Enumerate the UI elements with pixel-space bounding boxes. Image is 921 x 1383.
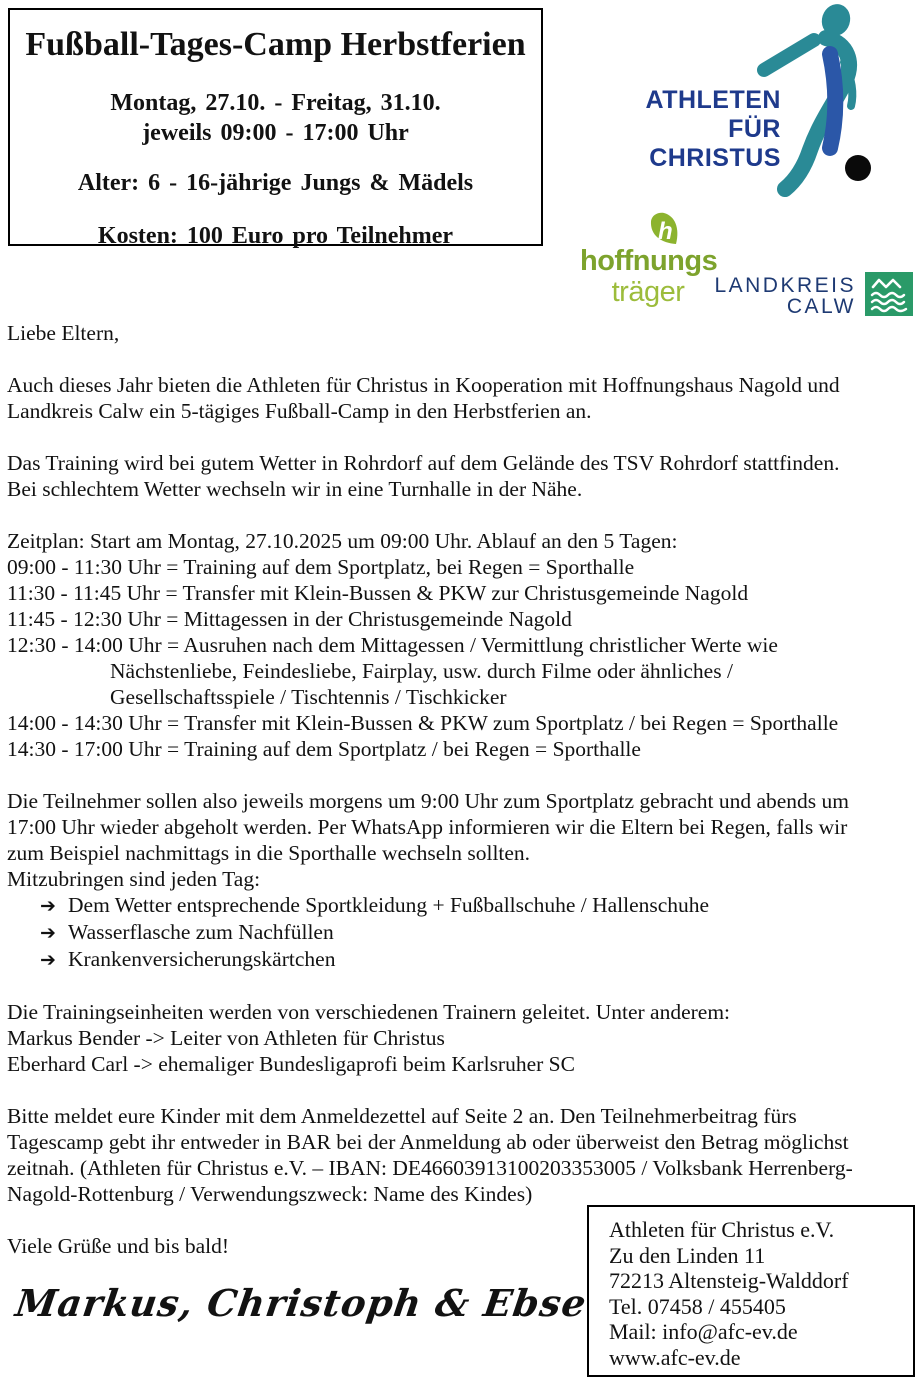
trainer-line: Eberhard Carl -> ehemaliger Bundesligaprofi beim Karlsruher SC (7, 1052, 575, 1076)
schedule-line: 11:30 - 11:45 Uhr = Transfer mit Klein-Bussen & PKW zur Christusgemeinde Nagold (7, 581, 749, 605)
paragraph-line: 17:00 Uhr wieder abgeholt werden. Per WhatsApp informieren wir die Eltern bei Regen, falls wir (7, 815, 848, 839)
paragraph-line: Das Training wird bei gutem Wetter in Rohrdorf auf dem Gelände des TSV Rohrdorf stattfinden. (7, 451, 840, 475)
arrow-bullet-icon: ➔ (40, 895, 56, 917)
bring-item (7, 919, 917, 946)
camp-dates: Montag, 27.10. - Freitag, 31.10. (110, 90, 441, 116)
schedule-line: Gesellschaftsspiele / Tischtennis / Tischkicker (110, 685, 507, 709)
closing: Viele Grüße und bis bald! (7, 1234, 230, 1258)
arrow-bullet-icon: ➔ (40, 922, 56, 944)
contact-org: Athleten für Christus e.V. (609, 1217, 835, 1242)
paragraph-line: zeitnah. (Athleten für Christus e.V. – IBAN: DE46603913100203353005 / Volksbank Herrenberg- (7, 1156, 853, 1180)
pickup-and-bring-section (7, 788, 917, 973)
bring-item-text: Wasserflasche zum Nachfüllen (68, 920, 334, 944)
contact-website: www.afc-ev.de (609, 1344, 741, 1370)
signature: Markus, Christoph & Ebse (12, 1281, 590, 1325)
bring-item-text: Krankenversicherungskärtchen (68, 947, 336, 971)
afc-logo-line: CHRISTUS (649, 144, 781, 172)
hoffnungstraeger-line1: hoffnungs (580, 245, 718, 277)
contact-phone: Tel. 07458 / 455405 (609, 1293, 786, 1319)
leaf-icon (642, 212, 682, 248)
paragraph-line: Landkreis Calw ein 5-tägiges Fußball-Camp in den Herbstferien an. (7, 399, 592, 423)
paragraph-line: Die Teilnehmer sollen also jeweils morgens um 9:00 Uhr zum Sportplatz gebracht und abends um (7, 789, 849, 813)
paragraph-line: zum Beispiel nachmittags in die Sporthalle wechseln sollten. (7, 841, 531, 865)
schedule-line: 14:00 - 14:30 Uhr = Transfer mit Klein-Bussen & PKW zum Sportplatz / bei Regen = Sporthalle (7, 711, 839, 735)
salutation: Liebe Eltern, (7, 321, 120, 345)
schedule-section (7, 528, 917, 762)
camp-time: jeweils 09:00 - 17:00 Uhr (142, 120, 409, 146)
soccer-ball-icon (845, 155, 871, 181)
landkreis-calw-text (698, 272, 856, 317)
schedule-line: 12:30 - 14:00 Uhr = Ausruhen nach dem Mittagessen / Vermittlung christlicher Werte wie (7, 633, 778, 657)
registration-paragraph (7, 1103, 917, 1207)
paragraph-line: Nagold-Rottenburg / Verwendungszweck: Name des Kindes) (7, 1182, 533, 1206)
trainer-line: Markus Bender -> Leiter von Athleten für Christus (7, 1026, 445, 1050)
afc-footballer-icon (750, 0, 912, 198)
location-paragraph (7, 450, 917, 502)
letter-body (7, 320, 917, 1285)
paragraph-line: Bitte meldet eure Kinder mit dem Anmeldezettel auf Seite 2 an. Den Teilnehmerbeitrag fürs (7, 1104, 797, 1128)
camp-cost: Kosten: 100 Euro pro Teilnehmer (97, 223, 454, 249)
bring-item-text: Dem Wetter entsprechende Sportkleidung + Fußballschuhe / Hallenschuhe (68, 893, 710, 917)
paragraph-line: Bei schlechtem Wetter wechseln wir in eine Turnhalle in der Nähe. (7, 477, 583, 501)
afc-logo-line: FÜR (728, 115, 781, 143)
contact-box (587, 1205, 915, 1377)
schedule-line: 11:45 - 12:30 Uhr = Mittagessen in der Christusgemeinde Nagold (7, 607, 572, 631)
trainer-line: Die Trainingseinheiten werden von verschiedenen Trainern geleitet. Unter anderem: (7, 1000, 731, 1024)
schedule-line: 09:00 - 11:30 Uhr = Training auf dem Sportplatz, bei Regen = Sporthalle (7, 555, 635, 579)
svg-text:h: h (658, 218, 673, 245)
intro-paragraph (7, 372, 917, 424)
landkreis-calw-logo (698, 272, 915, 321)
header-box (8, 8, 543, 249)
afc-logo-line: ATHLETEN (645, 86, 781, 114)
hoffnungstraeger-logo (580, 212, 716, 307)
paragraph-line: Auch dieses Jahr bieten die Athleten für Christus in Kooperation mit Hoffnungshaus Nagold und (7, 373, 840, 397)
calw-line: CALW (786, 295, 856, 318)
camp-age: Alter: 6 - 16-jährige Jungs & Mädels (77, 170, 474, 196)
bring-item (7, 892, 917, 919)
arrow-bullet-icon: ➔ (40, 949, 56, 971)
contact-street: Zu den Linden 11 (609, 1242, 766, 1268)
hoffnungstraeger-line2: träger (611, 276, 685, 308)
schedule-line: 14:30 - 17:00 Uhr = Training auf dem Sportplatz / bei Regen = Sporthalle (7, 737, 641, 761)
contact-email: Mail: info@afc-ev.de (609, 1319, 798, 1344)
paragraph-line: Tagescamp gebt ihr entweder in BAR bei der Anmeldung ab oder überweist den Betrag möglichst (7, 1130, 849, 1154)
schedule-line: Nächstenliebe, Feindesliebe, Fairplay, usw. durch Filme oder ähnliches / (110, 659, 733, 683)
contact-city: 72213 Altensteig-Walddorf (609, 1268, 849, 1293)
schedule-line: Zeitplan: Start am Montag, 27.10.2025 um 09:00 Uhr. Ablauf an den 5 Tagen: (7, 529, 678, 553)
waves-icon (865, 272, 913, 321)
camp-title: Fußball-Tages-Camp Herbstferien (25, 26, 526, 63)
trainers-section (7, 999, 917, 1077)
bring-item (7, 946, 917, 973)
landkreis-line: LANDKREIS (714, 274, 856, 297)
bring-intro: Mitzubringen sind jeden Tag: (7, 867, 261, 891)
